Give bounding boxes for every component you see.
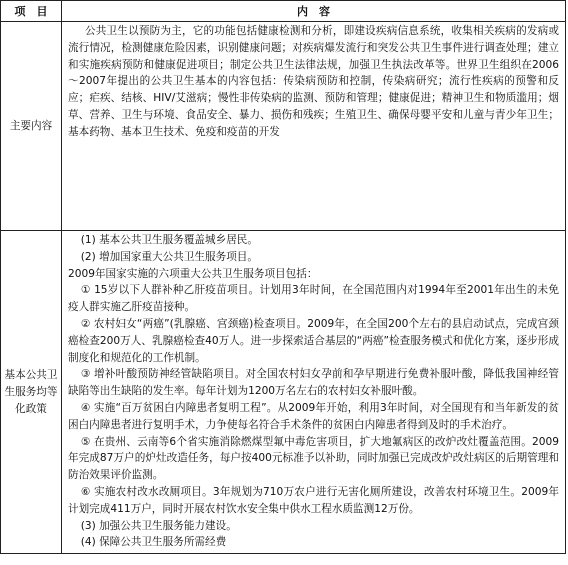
row-content [62, 231, 566, 554]
header-content: 内 容 [62, 1, 566, 22]
list-item: ② 农村妇女“两癌”(乳腺癌、宫颈癌)检查项目。2009年，在全国200个左右的县启动试点，完成宫颈癌检查200万人、乳腺癌检查40万人。进一步探索适合基层的“两癌”检查服务模式和优化方案，逐步形成制度化和规范化的工作机制。 [68, 317, 559, 364]
main-content-text: 公共卫生以预防为主，它的功能包括健康检测和分析，即建设疾病信息系统，收集相关疾病的发病或流行情况，检测健康危险因素，识别健康问题；对疾病爆发流行和突发公共卫生事件进行调查处理；建立和实施疾病预防和健康促进项目；制定公共卫生法律法规，加强卫生执法改革等。世界卫生组织在2006～2007年提出的公共卫生基本的内容包括：传染病预防和控制，传染病研究；流行性疾病的预警和反应；疟疾、结核、HIV/艾滋病；慢性非传染病的监测、预防和管理；健康促进；精神卫生和物质滥用；烟草、营养、卫生与环境、食品安全、暴力、损伤和残疾；生殖卫生、确保母婴平安和儿童与青少年卫生；基本药物、基本卫生技术、免疫和疫苗的开发 [68, 25, 559, 138]
row-label: 主要内容 [1, 22, 62, 231]
table-row [1, 231, 566, 554]
list-item: (2) 增加国家重大公共卫生服务项目。 [80, 250, 258, 263]
list-item: (1) 基本公共卫生服务覆盖城乡居民。 [80, 234, 258, 246]
list-item: ⑥ 实施农村改水改厕项目。3年规划为710万农户进行无害化厕所建设，改善农村环境卫生。2009年计划完成411万户，同时开展农村饮水安全集中供水工程水质监测12万份。 [68, 485, 559, 515]
list-item: ④ 实施“百万贫困白内障患者复明工程”。从2009年开始，利用3年时间，对全国现有和当年新发的贫困白内障患者进行复明手术，力争使每名符合手术条件的贫困白内障患者得到及时的手术治疗。 [68, 401, 559, 431]
header-item: 项 目 [1, 1, 62, 22]
header-row [1, 1, 566, 22]
table-row [1, 22, 566, 231]
list-item: (4) 保障公共卫生服务所需经费 [80, 536, 227, 549]
list-item: ③ 增补叶酸预防神经管缺陷项目。对全国农村妇女孕前和孕早期进行免费补服叶酸，降低我国神经管缺陷等出生缺陷的发生率。每年计划为1200万名左右的农村妇女补服叶酸。 [68, 368, 559, 398]
row-label: 基本公共卫生服务均等化政策 [1, 231, 62, 554]
list-item: ① 15岁以下人群补种乙肝疫苗项目。计划用3年时间，在全国范围内对1994年至2001年出生的未免疫人群实施乙肝疫苗接种。 [68, 284, 559, 314]
list-item: (3) 加强公共卫生服务能力建设。 [80, 519, 237, 532]
list-item: ⑤ 在贵州、云南等6个省实施消除燃煤型氟中毒危害项目，扩大地氟病区的改炉改灶覆盖范围。2009年完成87万户的炉灶改造任务，每户按400元标准予以补助，同时加强已完成改炉改灶病区的后期管理和防治效果评价监测。 [68, 435, 559, 482]
row-content [62, 22, 566, 231]
list-item: 2009年国家实施的六项重大公共卫生服务项目包括： [68, 267, 318, 280]
